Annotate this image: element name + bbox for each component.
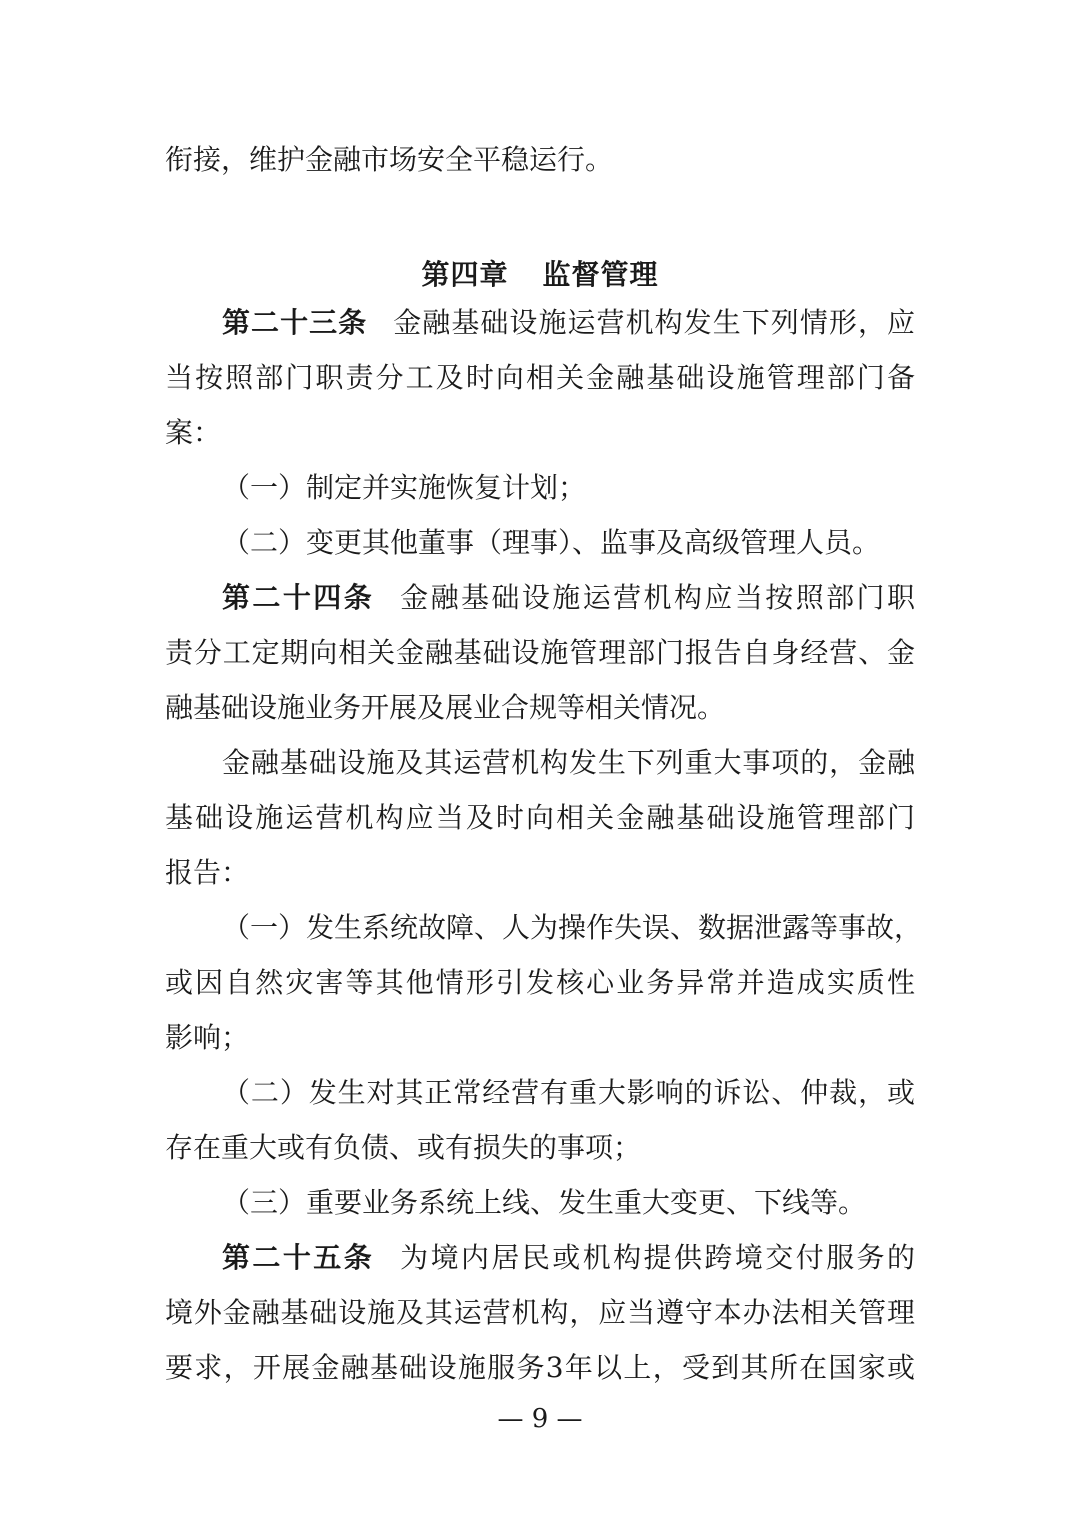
article-23-line-3: 案： [165,416,222,449]
list-item: （二）发生对其正常经营有重大影响的诉讼、仲裁，或 [222,1076,915,1109]
article-23-line-2: 当按照部门职责分工及时向相关金融基础设施管理部门备 [165,361,915,394]
article-25-line-1 [222,1241,915,1274]
chapter-name: 监督管理 [542,258,659,291]
paragraph-line: 金融基础设施及其运营机构发生下列重大事项的，金融 [222,746,915,779]
article-24-label: 第二十四条 [222,581,375,614]
article-24-text: 金融基础设施运营机构应当按照部门职 [400,581,915,614]
paragraph-line: 衔接，维护金融市场安全平稳运行。 [165,143,614,176]
list-item: （二）变更其他董事（理事）、监事及高级管理人员。 [222,526,881,559]
article-25-line-3: 要求，开展金融基础设施服务3年以上，受到其所在国家或 [165,1351,915,1384]
article-24-line-2: 责分工定期向相关金融基础设施管理部门报告自身经营、金 [165,636,915,669]
list-item: （一）制定并实施恢复计划； [222,471,587,504]
list-item: （一）发生系统故障、人为操作失误、数据泄露等事故， [222,911,923,944]
article-25-line-2: 境外金融基础设施及其运营机构，应当遵守本办法相关管理 [165,1296,915,1329]
paragraph-line: 报告： [165,856,250,889]
article-23-line-1 [222,306,915,339]
article-23-label: 第二十三条 [222,306,368,339]
page-number: — 9 — [497,1404,583,1434]
chapter-number: 第四章 [421,258,509,291]
list-item: （三）重要业务系统上线、发生重大变更、下线等。 [222,1186,867,1219]
article-23-text: 金融基础设施运营机构发生下列情形，应 [393,306,915,339]
paragraph-line: 基础设施运营机构应当及时向相关金融基础设施管理部门 [165,801,915,834]
article-25-label: 第二十五条 [222,1241,375,1274]
article-25-text: 为境内居民或机构提供跨境交付服务的 [400,1241,915,1274]
chapter-heading [0,253,1080,293]
article-24-line-1 [222,581,915,614]
list-item-continuation: 存在重大或有负债、或有损失的事项； [165,1131,642,1164]
list-item-continuation: 或因自然灾害等其他情形引发核心业务异常并造成实质性 [165,966,915,999]
list-item-continuation: 影响； [165,1021,250,1054]
article-24-line-3: 融基础设施业务开展及展业合规等相关情况。 [165,691,726,724]
